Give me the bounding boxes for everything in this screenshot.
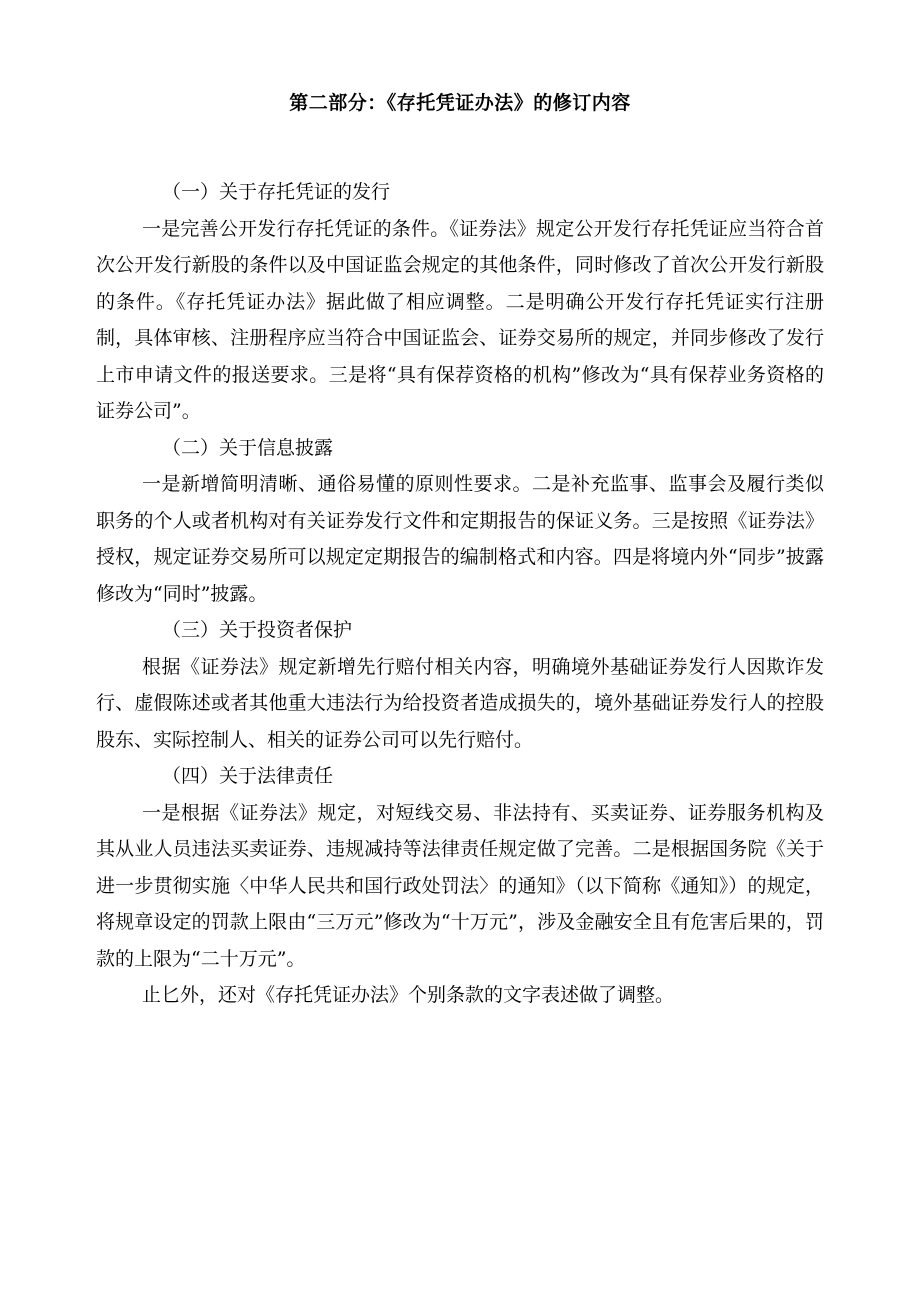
section-paragraph-investor-protection: 根据《证券法》规定新增先行赔付相关内容，明确境外基础证券发行人因欺诈发行、虚假陈述或者其他重大违法行为给投资者造成损失的，境外基础证券发行人的控股股东、实际控制人、相关的证券公司可以先行赔付。 [96,655,824,751]
section-paragraph-legal-liability: 一是根据《证券法》规定，对短线交易、非法持有、买卖证券、证券服务机构及其从业人员违法买卖证券、违规减持等法律责任规定做了完善。二是根据国务院《关于进一步贯彻实施〈中华人民共和国行政处罚法〉的通知》（以下简称《通知》）的规定，将规章设定的罚款上限由“三万元”修改为“十万元”，涉及金融安全且有危害后果的，罚款的上限为“二十万元”。 [96,801,824,970]
section-heading-issuance: （一）关于存托凭证的发行 [162,181,391,203]
page-title: 第二部分：《存托凭证办法》的修订内容 [289,92,631,114]
document-body [96,174,824,1014]
section-heading-disclosure: （二）关于信息披露 [162,436,334,459]
section-heading-investor-protection: （三）关于投资者保护 [162,619,353,641]
section-paragraph-disclosure: 一是新增简明清晰、通俗易懂的原则性要求。二是补充监事、监事会及履行类似职务的个人或者机构对有关证券发行文件和定期报告的保证义务。三是按照《证券法》授权，规定证券交易所可以规定定期报告的编制格式和内容。四是将境内外“同步”披露修改为“同时”披露。 [96,473,824,605]
section-paragraph-issuance: 一是完善公开发行存托凭证的条件。《证券法》规定公开发行存托凭证应当符合首次公开发行新股的条件以及中国证监会规定的其他条件，同时修改了首次公开发行新股的条件。《存托凭证办法》据此做了相应调整。二是明确公开发行存托凭证实行注册制，具体审核、注册程序应当符合中国证监会、证券交易所的规定，并同步修改了发行上市申请文件的报送要求。三是将“具有保荐资格的机构”修改为“具有保荐业务资格的证券公司”。 [96,217,824,422]
closing-paragraph: 止匕外，还对《存托凭证办法》个别条款的文字表述做了调整。 [142,984,675,1006]
section-heading-legal-liability: （四）关于法律责任 [162,765,334,787]
